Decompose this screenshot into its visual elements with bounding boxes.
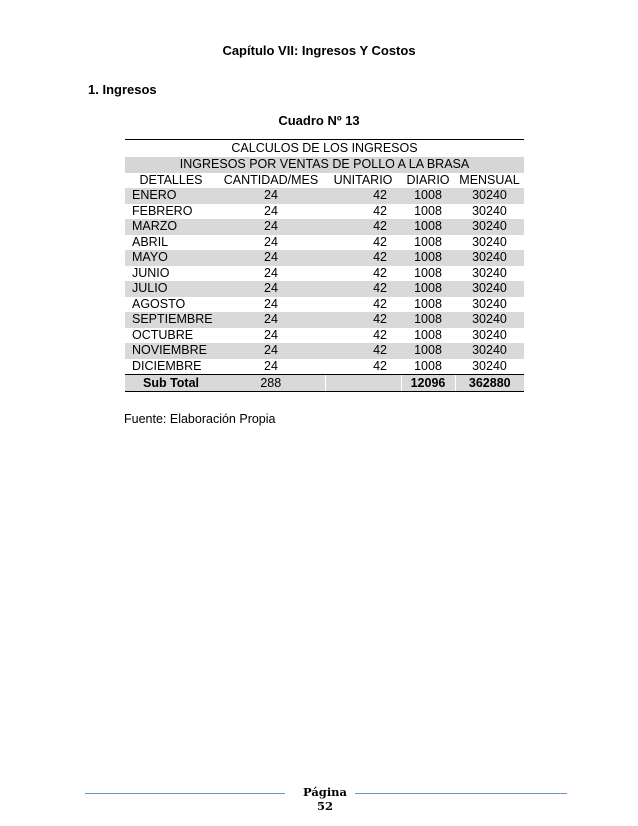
cell-diario: 1008: [401, 343, 455, 359]
cell-diario: 1008: [401, 188, 455, 204]
cell-unitario: 42: [325, 343, 401, 359]
cell-diario: 1008: [401, 281, 455, 297]
cell-mensual: 30240: [455, 281, 524, 297]
header-cantidad: CANTIDAD/MES: [223, 172, 319, 187]
table-header-row: [125, 173, 524, 189]
cell-unitario: 42: [373, 327, 387, 342]
footer-rule-left: [85, 793, 285, 794]
cell-diario: 1008: [401, 312, 455, 328]
cell-detalle: NOVIEMBRE: [125, 343, 217, 359]
income-table-container: [125, 139, 524, 392]
cell-detalle: MAYO: [125, 250, 217, 266]
table-subtitle: INGRESOS POR VENTAS DE POLLO A LA BRASA: [125, 157, 524, 173]
cell-diario: 1008: [414, 327, 442, 342]
footer-rule-right: [355, 793, 567, 794]
cell-cantidad: 24: [264, 265, 278, 280]
cell-detalle: OCTUBRE: [132, 327, 194, 342]
cell-detalle: ABRIL: [132, 234, 169, 249]
cell-unitario: 42: [373, 358, 387, 373]
table-row: [125, 235, 524, 251]
table-row: [125, 219, 524, 235]
cell-diario: 1008: [414, 358, 442, 373]
cell-unitario: 42: [325, 219, 401, 235]
table-row: [125, 312, 524, 328]
table-row: [125, 188, 524, 204]
cell-cantidad: 24: [264, 296, 278, 311]
cell-detalle: JULIO: [125, 281, 217, 297]
table-row: [125, 343, 524, 359]
table-row: [125, 359, 524, 375]
cell-diario: 1008: [401, 219, 455, 235]
cell-cantidad: 24: [264, 358, 278, 373]
cell-mensual: 30240: [472, 327, 507, 342]
cell-mensual: 30240: [472, 358, 507, 373]
cell-unitario: 42: [373, 203, 387, 218]
cell-diario: 1008: [414, 265, 442, 280]
table-row: [125, 250, 524, 266]
cell-detalle: DICIEMBRE: [132, 358, 202, 373]
subtotal-unitario: [325, 375, 401, 392]
cell-cantidad: 24: [217, 312, 325, 328]
cell-diario: 1008: [414, 203, 442, 218]
cell-unitario: 42: [373, 296, 387, 311]
cell-mensual: 30240: [455, 188, 524, 204]
cell-cantidad: 24: [217, 188, 325, 204]
cell-diario: 1008: [401, 250, 455, 266]
cell-mensual: 30240: [455, 343, 524, 359]
header-detalles: DETALLES: [139, 172, 203, 187]
cell-unitario: 42: [325, 188, 401, 204]
cell-mensual: 30240: [472, 203, 507, 218]
cell-detalle: AGOSTO: [132, 296, 186, 311]
chapter-title: Capítulo VII: Ingresos Y Costos: [222, 43, 416, 58]
table-row: [125, 266, 524, 282]
table-caption: Cuadro Nº 13: [278, 113, 360, 128]
table-row: [125, 204, 524, 220]
cell-cantidad: 24: [264, 203, 278, 218]
cell-cantidad: 24: [217, 343, 325, 359]
table-title-row: [125, 140, 524, 158]
cell-unitario: 42: [325, 312, 401, 328]
cell-detalle: ENERO: [125, 188, 217, 204]
table-subtitle-row: [125, 157, 524, 173]
subtotal-cantidad: 288: [217, 375, 325, 392]
cell-mensual: 30240: [472, 265, 507, 280]
cell-diario: 1008: [414, 296, 442, 311]
cell-cantidad: 24: [264, 327, 278, 342]
source-note: Fuente: Elaboración Propia: [124, 412, 276, 426]
cell-cantidad: 24: [217, 281, 325, 297]
cell-unitario: 42: [325, 250, 401, 266]
table-row: [125, 297, 524, 313]
subtotal-mensual: 362880: [455, 375, 524, 392]
table-row: [125, 328, 524, 344]
cell-cantidad: 24: [264, 234, 278, 249]
cell-mensual: 30240: [455, 250, 524, 266]
cell-unitario: 42: [373, 234, 387, 249]
table-row: [125, 281, 524, 297]
subtotal-row: [125, 375, 524, 392]
cell-detalle: JUNIO: [132, 265, 170, 280]
header-unitario: UNITARIO: [333, 172, 393, 187]
table-title: CALCULOS DE LOS INGRESOS: [125, 140, 524, 158]
page-footer: [85, 785, 567, 813]
cell-detalle: MARZO: [125, 219, 217, 235]
page-number: Página 52: [302, 785, 347, 813]
cell-cantidad: 24: [217, 250, 325, 266]
header-diario: DIARIO: [406, 172, 450, 187]
income-table: [125, 139, 524, 392]
cell-unitario: 42: [325, 281, 401, 297]
cell-detalle: FEBRERO: [132, 203, 193, 218]
cell-mensual: 30240: [455, 219, 524, 235]
cell-detalle: SEPTIEMBRE: [125, 312, 217, 328]
subtotal-diario: 12096: [401, 375, 455, 392]
cell-mensual: 30240: [455, 312, 524, 328]
cell-diario: 1008: [414, 234, 442, 249]
section-heading: 1. Ingresos: [88, 82, 157, 97]
cell-mensual: 30240: [472, 296, 507, 311]
cell-mensual: 30240: [472, 234, 507, 249]
cell-cantidad: 24: [217, 219, 325, 235]
cell-unitario: 42: [373, 265, 387, 280]
subtotal-label: Sub Total: [125, 375, 217, 392]
header-mensual: MENSUAL: [459, 172, 520, 187]
